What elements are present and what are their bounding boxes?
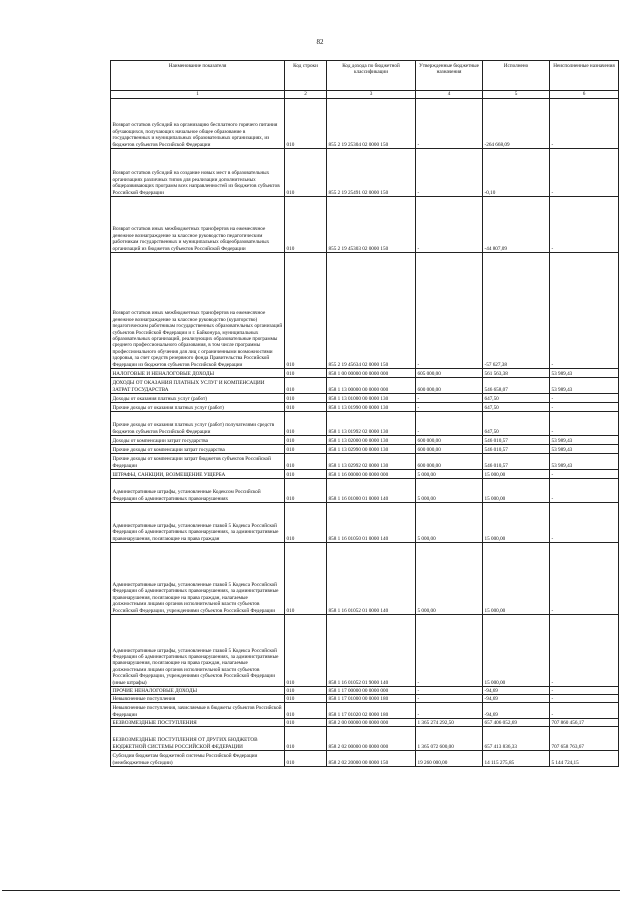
row-line-code: 010 xyxy=(285,543,327,615)
row-approved: 5 000,00 xyxy=(416,479,483,503)
table-row xyxy=(111,369,619,378)
table-row xyxy=(111,253,619,369)
row-executed: -0,10 xyxy=(483,149,550,197)
row-unexecuted: - xyxy=(550,687,619,695)
row-name: ШТРАФЫ, САНКЦИИ, ВОЗМЕЩЕНИЕ УЩЕРБА xyxy=(111,470,285,479)
row-unexecuted: 53 989,43 xyxy=(550,436,619,445)
row-budget-code: 858 1 13 02992 02 0000 130 xyxy=(327,454,416,470)
table-row xyxy=(111,436,619,445)
column-number: 1 xyxy=(111,91,285,99)
row-line-code: 010 xyxy=(285,149,327,197)
row-unexecuted: - xyxy=(550,543,619,615)
row-approved: - xyxy=(416,687,483,695)
row-executed: 647,50 xyxy=(483,394,550,403)
row-name: Административные штрафы, установленные главой 5 Кодекса Российской Федерации об административных правонарушениях, за административные правонарушения, посягающие на права граждан xyxy=(111,503,285,543)
table-row xyxy=(111,454,619,470)
row-name: Возврат остатков субсидий на создание новых мест в образовательных организациях различных типов для реализации дополнительных общеразвивающих программ всех направленностей из бюджетов субъектов Российской Федерации xyxy=(111,149,285,197)
row-unexecuted: - xyxy=(550,695,619,703)
row-executed: 561 563,38 xyxy=(483,369,550,378)
row-unexecuted: - xyxy=(550,479,619,503)
row-executed: 15 000,00 xyxy=(483,543,550,615)
row-line-code: 010 xyxy=(285,727,327,751)
row-unexecuted: - xyxy=(550,253,619,369)
row-budget-code: 858 1 13 01000 00 0000 130 xyxy=(327,394,416,403)
row-line-code: 010 xyxy=(285,703,327,719)
row-executed: -264 668,09 xyxy=(483,99,550,149)
row-unexecuted: - xyxy=(550,703,619,719)
table-row xyxy=(111,703,619,719)
row-approved: 1 365 274 292,50 xyxy=(416,719,483,727)
row-line-code: 010 xyxy=(285,394,327,403)
table-row xyxy=(111,394,619,403)
table-row xyxy=(111,149,619,197)
row-unexecuted: 5 144 724,15 xyxy=(550,751,619,767)
row-executed: 546 010,57 xyxy=(483,436,550,445)
row-line-code: 010 xyxy=(285,687,327,695)
table-row xyxy=(111,543,619,615)
column-number: 4 xyxy=(416,91,483,99)
row-name: Невыясненные поступления, зачисляемые в бюджеты субъектов Российской Федерации xyxy=(111,703,285,719)
table-row xyxy=(111,687,619,695)
page-number: 82 xyxy=(316,38,324,46)
row-name: Невыясненные поступления xyxy=(111,695,285,703)
row-approved: - xyxy=(416,703,483,719)
row-executed: -57 627,38 xyxy=(483,253,550,369)
row-approved: - xyxy=(416,99,483,149)
row-budget-code: 858 1 16 01000 01 0000 140 xyxy=(327,479,416,503)
row-budget-code: 858 1 17 00000 00 0000 000 xyxy=(327,687,416,695)
table-row xyxy=(111,751,619,767)
header-unexecuted: Неисполненные назначения xyxy=(550,61,619,91)
row-name: ДОХОДЫ ОТ ОКАЗАНИЯ ПЛАТНЫХ УСЛУГ И КОМПЕНСАЦИИ ЗАТРАТ ГОСУДАРСТВА xyxy=(111,378,285,394)
row-unexecuted: - xyxy=(550,412,619,436)
table-row xyxy=(111,727,619,751)
row-executed: 657 406 052,69 xyxy=(483,719,550,727)
table-row xyxy=(111,403,619,412)
column-number-row xyxy=(111,91,619,99)
table-row xyxy=(111,378,619,394)
row-approved: - xyxy=(416,403,483,412)
row-name: Прочие доходы от компенсации затрат бюджетов субъектов Российской Федерации xyxy=(111,454,285,470)
column-number: 2 xyxy=(285,91,327,99)
row-line-code: 010 xyxy=(285,445,327,454)
header-row xyxy=(111,61,619,91)
header-line-code: Код строки xyxy=(285,61,327,91)
row-name: Возврат остатков иных межбюджетных трансфертов на ежемесячное денежное вознаграждение за классное руководство (кураторство) педагогическим работникам государственных образовательных организаций субъектов Российской Федерации и г. Байконура, муниципальных образовательных организаций, реализующих образовательные программы среднего профессионального образования, в том числе программы профессионального обучения для лиц с ограниченными возможностями здоровья, за счет средств резервного фонда Правительства Российской Федерации из бюджетов субъектов Российской Федерации xyxy=(111,253,285,369)
row-approved: - xyxy=(416,253,483,369)
row-budget-code: 858 1 00 00000 00 0000 000 xyxy=(327,369,416,378)
row-unexecuted: - xyxy=(550,99,619,149)
row-line-code: 010 xyxy=(285,197,327,253)
row-executed: 15 000,00 xyxy=(483,615,550,687)
table-row xyxy=(111,695,619,703)
row-approved: 5 000,00 xyxy=(416,503,483,543)
row-budget-code: 858 1 13 01990 00 0000 130 xyxy=(327,403,416,412)
row-executed: 14 115 275,85 xyxy=(483,751,550,767)
row-budget-code: 858 1 13 01992 02 0000 130 xyxy=(327,412,416,436)
row-name: Административные штрафы, установленные Кодексом Российской Федерации об административных правонарушениях xyxy=(111,479,285,503)
row-approved: - xyxy=(416,412,483,436)
row-executed: 647,50 xyxy=(483,412,550,436)
row-executed: 546 010,57 xyxy=(483,445,550,454)
row-approved: 1 365 072 600,00 xyxy=(416,727,483,751)
row-approved: 600 000,00 xyxy=(416,378,483,394)
row-budget-code: 858 1 16 01050 01 0000 140 xyxy=(327,503,416,543)
header-executed: Исполнено xyxy=(483,61,550,91)
row-name: Субсидии бюджетам бюджетной системы Российской Федерации (межбюджетные субсидии) xyxy=(111,751,285,767)
row-name: ПРОЧИЕ НЕНАЛОГОВЫЕ ДОХОДЫ xyxy=(111,687,285,695)
row-line-code: 010 xyxy=(285,751,327,767)
row-executed: -44 807,09 xyxy=(483,197,550,253)
row-unexecuted: - xyxy=(550,503,619,543)
row-executed: 546 658,07 xyxy=(483,378,550,394)
row-approved: 605 000,00 xyxy=(416,369,483,378)
row-approved: - xyxy=(416,394,483,403)
row-line-code: 010 xyxy=(285,470,327,479)
row-name: Возврат остатков иных межбюджетных трансфертов на ежемесячное денежное вознаграждение за классное руководство педагогическим работникам государственных и муниципальных общеобразовательных организаций из бюджетов субъектов Российской Федерации xyxy=(111,197,285,253)
row-unexecuted: - xyxy=(550,197,619,253)
row-unexecuted: 53 989,43 xyxy=(550,378,619,394)
row-approved: - xyxy=(416,149,483,197)
row-executed: 15 000,00 xyxy=(483,503,550,543)
row-approved: 19 260 000,00 xyxy=(416,751,483,767)
row-line-code: 010 xyxy=(285,369,327,378)
row-name: Прочие доходы от оказания платных услуг (работ) получателями средств бюджетов субъектов Российской Федерации xyxy=(111,412,285,436)
row-line-code: 010 xyxy=(285,253,327,369)
column-number: 3 xyxy=(327,91,416,99)
table-row xyxy=(111,503,619,543)
row-unexecuted: - xyxy=(550,149,619,197)
budget-execution-table xyxy=(110,60,619,767)
row-budget-code: 858 2 02 00000 00 0000 000 xyxy=(327,727,416,751)
row-approved: 600 000,00 xyxy=(416,436,483,445)
row-unexecuted: - xyxy=(550,403,619,412)
row-line-code: 010 xyxy=(285,503,327,543)
column-number: 5 xyxy=(483,91,550,99)
table-row xyxy=(111,197,619,253)
bottom-divider xyxy=(2,890,620,891)
row-name: Прочие доходы от компенсации затрат государства xyxy=(111,445,285,454)
row-approved: - xyxy=(416,197,483,253)
row-budget-code: 858 1 16 01052 01 9000 140 xyxy=(327,615,416,687)
row-unexecuted: 53 989,43 xyxy=(550,445,619,454)
table-row xyxy=(111,412,619,436)
row-name: Административные штрафы, установленные главой 5 Кодекса Российской Федерации об административных правонарушениях, за административные правонарушения, посягающие на права граждан, налагаемые должностными лицами органов исполнительной власти субъектов Российской Федерации, учреждениями субъектов Российской Федерации xyxy=(111,543,285,615)
row-line-code: 010 xyxy=(285,378,327,394)
row-name: Административные штрафы, установленные главой 5 Кодекса Российской Федерации об административных правонарушениях, за административные правонарушения, посягающие на права граждан, налагаемые должностными лицами органов исполнительной власти субъектов Российской Федерации, учреждениями субъектов Российской Федерации (иные штрафы) xyxy=(111,615,285,687)
row-name: Доходы от оказания платных услуг (работ) xyxy=(111,394,285,403)
row-executed: -94,69 xyxy=(483,687,550,695)
table-row xyxy=(111,99,619,149)
row-budget-code: 855 2 19 25491 02 0000 150 xyxy=(327,149,416,197)
row-line-code: 010 xyxy=(285,436,327,445)
row-executed: 647,50 xyxy=(483,403,550,412)
row-executed: 657 413 836,33 xyxy=(483,727,550,751)
row-budget-code: 858 1 16 01052 01 0000 140 xyxy=(327,543,416,615)
row-approved: 5 000,00 xyxy=(416,543,483,615)
row-budget-code: 858 1 17 01020 02 0000 180 xyxy=(327,703,416,719)
row-line-code: 010 xyxy=(285,695,327,703)
table-row xyxy=(111,479,619,503)
table-row xyxy=(111,470,619,479)
row-name: Прочие доходы от оказания платных услуг (работ) xyxy=(111,403,285,412)
row-unexecuted: - xyxy=(550,470,619,479)
row-approved: - xyxy=(416,615,483,687)
row-approved: 600 000,00 xyxy=(416,454,483,470)
row-executed: -94,69 xyxy=(483,703,550,719)
row-line-code: 010 xyxy=(285,99,327,149)
row-name: Доходы от компенсации затрат государства xyxy=(111,436,285,445)
row-unexecuted: 707 860 456,17 xyxy=(550,719,619,727)
row-approved: 600 000,00 xyxy=(416,445,483,454)
row-approved: - xyxy=(416,695,483,703)
row-unexecuted: 53 989,43 xyxy=(550,369,619,378)
table-body xyxy=(111,99,619,767)
row-budget-code: 858 1 17 01000 00 0000 180 xyxy=(327,695,416,703)
header-approved: Утвержденные бюджетные назначения xyxy=(416,61,483,91)
row-budget-code: 858 1 13 00000 00 0000 000 xyxy=(327,378,416,394)
header-name: Наименование показателя xyxy=(111,61,285,91)
row-budget-code: 855 2 19 45303 02 0000 150 xyxy=(327,197,416,253)
row-name: БЕЗВОЗМЕЗДНЫЕ ПОСТУПЛЕНИЯ xyxy=(111,719,285,727)
row-executed: -94,69 xyxy=(483,695,550,703)
row-unexecuted: 707 658 763,67 xyxy=(550,727,619,751)
table-row xyxy=(111,719,619,727)
row-budget-code: 858 1 16 00000 00 0000 000 xyxy=(327,470,416,479)
row-unexecuted: 53 989,43 xyxy=(550,454,619,470)
row-line-code: 010 xyxy=(285,403,327,412)
row-unexecuted: - xyxy=(550,615,619,687)
row-line-code: 010 xyxy=(285,615,327,687)
row-line-code: 010 xyxy=(285,719,327,727)
column-number: 6 xyxy=(550,91,619,99)
table-row xyxy=(111,445,619,454)
row-name: БЕЗВОЗМЕЗДНЫЕ ПОСТУПЛЕНИЯ ОТ ДРУГИХ БЮДЖЕТОВ БЮДЖЕТНОЙ СИСТЕМЫ РОССИЙСКОЙ ФЕДЕРАЦИИ xyxy=(111,727,285,751)
row-budget-code: 855 2 19 25304 02 0000 150 xyxy=(327,99,416,149)
table-row xyxy=(111,615,619,687)
header-budget-code: Код дохода по бюджетной классификации xyxy=(327,61,416,91)
row-unexecuted: - xyxy=(550,394,619,403)
row-line-code: 010 xyxy=(285,479,327,503)
row-line-code: 010 xyxy=(285,454,327,470)
row-budget-code: 858 2 00 00000 00 0000 000 xyxy=(327,719,416,727)
row-approved: 5 000,00 xyxy=(416,470,483,479)
row-budget-code: 858 1 13 02990 00 0000 130 xyxy=(327,445,416,454)
row-executed: 15 000,00 xyxy=(483,470,550,479)
row-line-code: 010 xyxy=(285,412,327,436)
row-budget-code: 858 2 02 20000 00 0000 150 xyxy=(327,751,416,767)
row-executed: 15 000,00 xyxy=(483,479,550,503)
row-name: НАЛОГОВЫЕ И НЕНАЛОГОВЫЕ ДОХОДЫ xyxy=(111,369,285,378)
row-executed: 546 010,57 xyxy=(483,454,550,470)
row-budget-code: 858 1 13 02000 00 0000 130 xyxy=(327,436,416,445)
row-name: Возврат остатков субсидий на организацию бесплатного горячего питания обучающихся, получающих начальное общее образование в государственных и муниципальных образовательных организациях, из бюджетов субъектов Российской Федерации xyxy=(111,99,285,149)
row-budget-code: 855 2 19 45634 02 0000 150 xyxy=(327,253,416,369)
